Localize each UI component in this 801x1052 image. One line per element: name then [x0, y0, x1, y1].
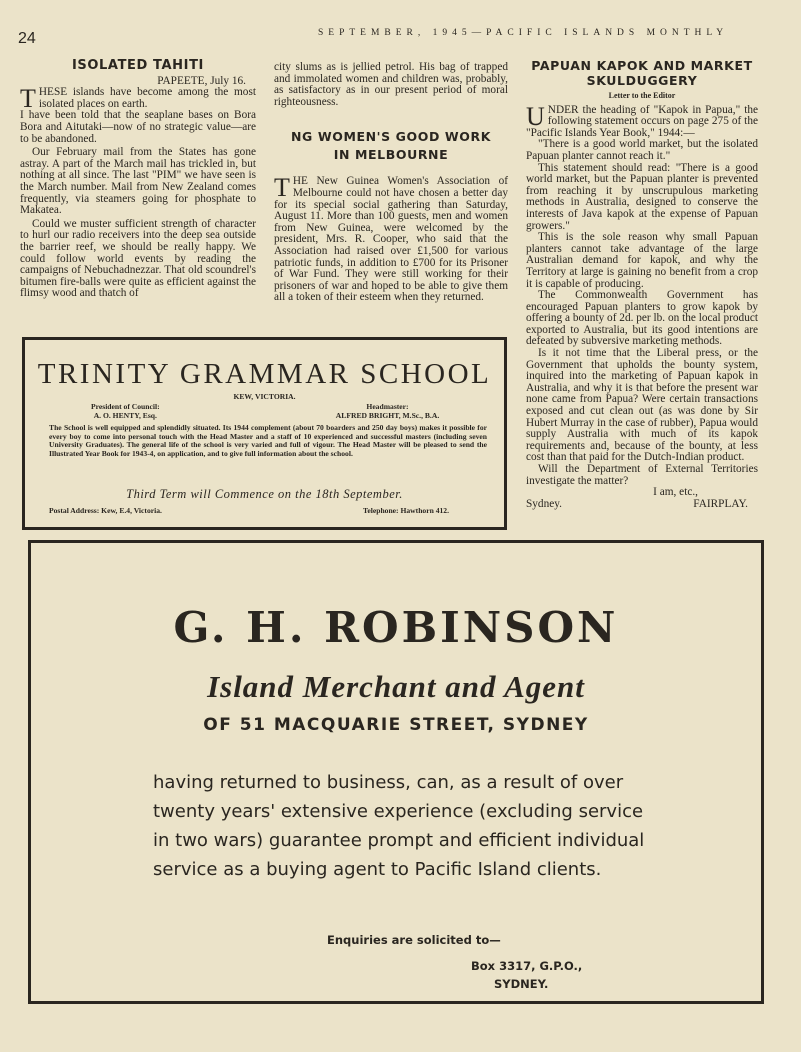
article-title: PAPUAN KAPOK AND MARKET SKULDUGGERY — [531, 58, 753, 88]
drop-cap: T — [274, 173, 290, 203]
ad-body: The School is well equipped and splendidly situated. Its 1944 complement (about 70 boarders and 250 day boys) makes it possible for every boy to come into personal touch with the Head Master and a staff of 10 experienced and successful masters (including seven University Graduates). The general life of the school is very varied and full of vigour. The Head Master will be pleased to send the Illustrated Year Book for 1943-4, on application, and to give full information about the school. — [49, 423, 487, 458]
paragraph: Is it not time that the Liberal press, or the Government that upholds the bounty system, inquired into the marketing of Papuan kapok in Australia, and why it is that before the present war none came from Papua? Were certain transactions exposed and cut clean out (as was done by Sir Hubert Murray in the case of rubber), Papua would supply Australia with much of its kapok requirements and, because of the bounty, at less cost than that paid for the Dutch-Indian product. — [526, 347, 758, 464]
paragraph: The Commonwealth Government has encouraged Papuan planters to grow kapok by offering a bounty of 2d. per lb. on the local product exported to Australia, but its good intentions are defeated by subversive marketing methods. — [526, 289, 758, 348]
paragraph: Could we muster sufficient strength of character to hurl our radio receivers into the deep sea outside the barrier reef, we should be really happy. We could follow world events by reading the campaigns of Nebuchadnezzar. That old scoundrel's bitumen fire-balls were quite as efficient against the flimsy wood and thatch of — [20, 217, 256, 300]
signature-line: Sydney. FAIRPLAY. — [526, 497, 748, 510]
ad-postal-address: Postal Address: Kew, E.4, Victoria. — [49, 506, 162, 515]
paragraph: city slums as is jellied petrol. His bag of trapped and immolated women and children was, probably, as satisfactory as in our present period of moral righteousness. — [274, 61, 508, 108]
ad-telephone: Telephone: Hawthorn 412. — [363, 506, 450, 515]
ad-tagline: Island Merchant and Agent — [207, 669, 585, 704]
article-title: ISOLATED TAHITI — [72, 58, 204, 73]
robinson-advertisement — [28, 540, 764, 1004]
page-number: 24 — [18, 30, 36, 47]
closing: I am, etc., — [653, 486, 698, 499]
article-papuan-kapok — [526, 58, 758, 510]
dateline: PAPEETE, July 16. — [157, 74, 246, 87]
paragraph: This statement should read: "There is a good world market, but the Papuan planter is prevented from reaching it by unscrupulous marketing methods in Australia, designed to conserve the interests of Java kapok at the expense of Papuan growers." — [526, 161, 758, 232]
ad-president: President of Council: A. O. HENTY, Esq. — [91, 402, 160, 421]
ad-po-box: Box 3317, G.P.O., — [471, 959, 583, 973]
article-isolated-tahiti — [20, 60, 256, 300]
paragraph: Will the Department of External Territories investigate the matter? — [526, 463, 758, 487]
running-header: SEPTEMBER, 1945—PACIFIC ISLANDS MONTHLY — [318, 28, 729, 38]
ad-location: KEW, VICTORIA. — [233, 392, 296, 401]
ad-name: G. H. ROBINSON — [173, 603, 619, 652]
ad-enquiries: Enquiries are solicited to— — [327, 933, 501, 947]
article-continuation — [274, 62, 508, 304]
ad-address: OF 51 MACQUARIE STREET, SYDNEY — [203, 715, 589, 735]
drop-cap: T — [20, 84, 36, 114]
paragraph: THE New Guinea Women's Association of Melbourne could not have chosen a better day for its special social gathering than Saturday, August 11. More than 100 guests, men and women from New Guinea, were welcomed by the president, Mrs. R. Cooper, who said that the Association had raised over £1,500 for various patriotic funds, in addition to £700 for its Prisoner of War Fund. They were still working for their prisoners of war and hoped to be able to give them all a token of their esteem when they returned. — [274, 173, 508, 304]
ad-term-notice: Third Term will Commence on the 18th September. — [126, 487, 403, 501]
article-title: NG WOMEN'S GOOD WORK IN MELBOURNE — [290, 129, 492, 163]
paragraph: UNDER the heading of "Kapok in Papua," the following statement occurs on page 275 of the "Pacific Islands Year Book," 1944:— — [526, 101, 758, 139]
article-subtitle: Letter to the Editor — [608, 91, 676, 100]
paragraph: Our February mail from the States has gone astray. A part of the March mail has trickled in, but nothing at all since. The last "PIM" we have seen is the March number. Mail from New Zealand comes frequently, via steamers going for phosphate to Makatea. — [20, 146, 256, 217]
paragraph: I have been told that the seaplane bases on Bora Bora and Aitutaki—now of no strategic value—are to be abandoned. — [20, 109, 256, 145]
ad-title: TRINITY GRAMMAR SCHOOL — [37, 358, 492, 390]
drop-cap: U — [526, 101, 545, 131]
paragraph: This is the sole reason why small Papuan planters cannot take advantage of the large Australian demand for kapok, and why the Territory at large is gaining no benefit from a crop it is capable of producing. — [526, 231, 758, 290]
paragraph: "There is a good world market, but the isolated Papuan planter cannot reach it." — [526, 138, 758, 162]
ad-body: having returned to business, can, as a result of over twenty years' extensive experience (excluding service in two wars) guarantee prompt and efficient individual service as a buying agent to Pacific Island clients. — [153, 772, 645, 880]
paragraph: THESE islands have become among the most isolated places on earth. — [20, 84, 256, 114]
ad-headmaster: Headmaster: ALFRED BRIGHT, M.Sc., B.A. — [335, 402, 440, 421]
ad-city: SYDNEY. — [494, 977, 549, 991]
trinity-grammar-advertisement — [22, 337, 507, 530]
